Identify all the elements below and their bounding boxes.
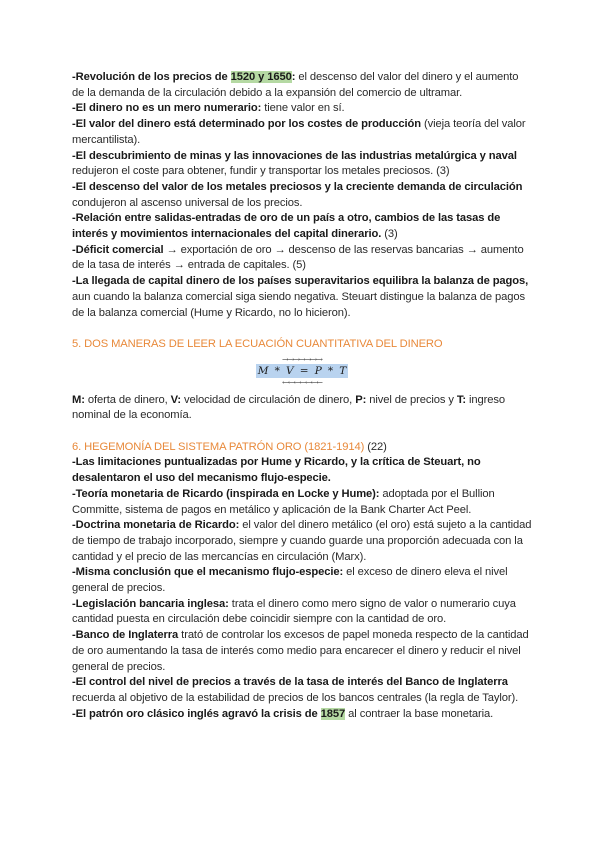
paragraph-text: al contraer la base monetaria. [345, 707, 494, 720]
paragraph-text: el valor del dinero metálico (el oro) está sujeto a la cantidad de tiempo de trabajo incorporado, siempre y cuando guarde una proporción adecuada con la cantidad y el precio de las mercancías en circulación (Marx). [72, 519, 532, 563]
section-6-heading [72, 440, 532, 456]
bold-lead: -Legislación bancaria inglesa: [72, 597, 229, 610]
section-6-ref: (22) [364, 440, 387, 453]
equation-formula: M * V = P * T [257, 364, 347, 377]
label-t: T: [456, 393, 466, 406]
equation-block [72, 355, 532, 387]
paragraph-equation-definition [72, 393, 532, 424]
bold-lead: -El descenso del valor de los metales preciosos y la creciente demanda de circulación [72, 180, 523, 193]
paragraph-text: (vieja teoría del valor mercantilista). [72, 118, 526, 146]
paragraph-bank-of-england [72, 628, 532, 675]
paragraph-english-banking-law [72, 597, 532, 628]
paragraph-text: redujeron el coste para obtener, fundir y transportar los metales preciosos. (3) [72, 165, 450, 178]
bold-lead: -Relación entre salidas-entradas de oro de un país a otro, cambios de las tasas de interés y movimientos internacionales del capital dinerario. [72, 212, 501, 241]
bold-lead: -Doctrina monetaria de Ricardo: [72, 519, 240, 532]
label-p: P: [355, 393, 367, 406]
bold-lead: -El valor del dinero está determinado por los costes de producción [72, 118, 421, 131]
section-6-title: 6. HEGEMONÍA DEL SISTEMA PATRÓN ORO (1821-1914) [72, 440, 365, 453]
bold-lead: -El dinero no es un mero numerario: [72, 102, 262, 115]
bold-lead: -Teoría monetaria de Ricardo (inspirada en Locke y Hume): [72, 487, 380, 500]
bold-lead: -La llegada de capital dinero de los países superavitarios equilibra la balanza de pagos, [72, 275, 529, 288]
paragraph-trade-deficit [72, 243, 532, 274]
paragraph-money-value-cost [72, 117, 532, 148]
paragraph-text: recuerda al objetivo de la estabilidad de precios de los bancos centrales (la regla de Taylor). [72, 691, 519, 704]
label-v: V: [170, 393, 182, 406]
def-v: velocidad de circulación de dinero, [181, 393, 356, 406]
paragraph-text: trata el dinero como mero signo de valor o numerario cuya cantidad puesta en circulación debe coincidir siempre con la cantidad de oro. [72, 597, 516, 626]
right-arrows: →→→→→→→ [282, 354, 322, 364]
paragraph-metal-value-decline [72, 180, 532, 211]
bold-lead: -Déficit comercial [72, 243, 164, 256]
paragraph-mines-discovery [72, 149, 532, 180]
paragraph-text: adoptada por el Bullion Committe, sistema de pagos en metálico y aplicación de la Bank Charter Act Peel. [72, 487, 495, 516]
def-t: ingreso nominal de la economía. [72, 393, 505, 422]
paragraph-text: (3) [381, 228, 398, 241]
bold-lead: -Misma conclusión que el mecanismo flujo-especie: [72, 566, 344, 579]
bold-lead: -Revolución de los precios de [72, 71, 231, 83]
paragraph-price-revolution [72, 70, 532, 101]
def-p: nivel de precios y [366, 393, 457, 406]
spacer [72, 424, 532, 440]
paragraph-hume-ricardo-limits [72, 455, 532, 486]
paragraph-text: tiene valor en sí. [261, 102, 345, 115]
bold-lead: -El control del nivel de precios a través de la tasa de interés del Banco de Inglaterra [72, 676, 508, 689]
paragraph-price-level-control [72, 675, 532, 706]
paragraph-gold-standard-crisis [72, 707, 532, 723]
def-m: oferta de dinero, [84, 393, 171, 406]
document-page [72, 70, 532, 722]
paragraph-gold-flows [72, 211, 532, 242]
paragraph-same-conclusion [72, 565, 532, 596]
highlight-year-1857: 1857 [320, 707, 346, 720]
paragraph-balance-of-payments [72, 274, 532, 321]
paragraph-ricardo-monetary-theory [72, 487, 532, 518]
paragraph-money-not-numerary [72, 101, 532, 117]
left-arrows: ←←←←←←← [282, 377, 322, 387]
bold-lead: -El patrón oro clásico inglés agravó la crisis de [72, 707, 321, 720]
bold-lead: -El descubrimiento de minas y las innovaciones de las industrias metalúrgica y naval [72, 149, 517, 162]
spacer [72, 321, 532, 337]
paragraph-ricardo-doctrine [72, 518, 532, 565]
paragraph-text: trató de controlar los excesos de papel moneda respecto de la cantidad de oro aumentando la tasa de interés como medio para encarecer el dinero y reducir el nivel general de precios. [72, 629, 529, 673]
highlight-years: 1520 y 1650 [230, 71, 292, 83]
paragraph-text: condujeron al ascenso universal de los precios. [72, 196, 303, 209]
paragraph-text: el descenso del valor del dinero y el aumento de la demanda de la circulación debido a la expansión del comercio de ultramar. [72, 71, 519, 99]
label-m: M: [72, 393, 85, 406]
bold-lead: -Banco de Inglaterra [72, 629, 179, 642]
paragraph-text: aun cuando la balanza comercial siga siendo negativa. Steuart distingue la balanza de pagos de la balanza comercial (Hume y Ricardo, no lo hicieron). [72, 290, 526, 319]
bold-lead: -Las limitaciones puntualizadas por Hume y Ricardo, y la crítica de Steuart, no desalentaron el uso del mecanismo flujo-especie. [72, 456, 481, 485]
quantity-equation [256, 355, 348, 387]
bold-colon: : [291, 71, 296, 83]
paragraph-text: el exceso de dinero eleva el nivel general de precios. [72, 566, 508, 595]
section-5-heading: 5. DOS MANERAS DE LEER LA ECUACIÓN CUANTITATIVA DEL DINERO [72, 337, 443, 350]
paragraph-text: → exportación de oro → descenso de las reservas bancarias → aumento de la tasa de interés → entrada de capitales. (5) [72, 243, 524, 272]
